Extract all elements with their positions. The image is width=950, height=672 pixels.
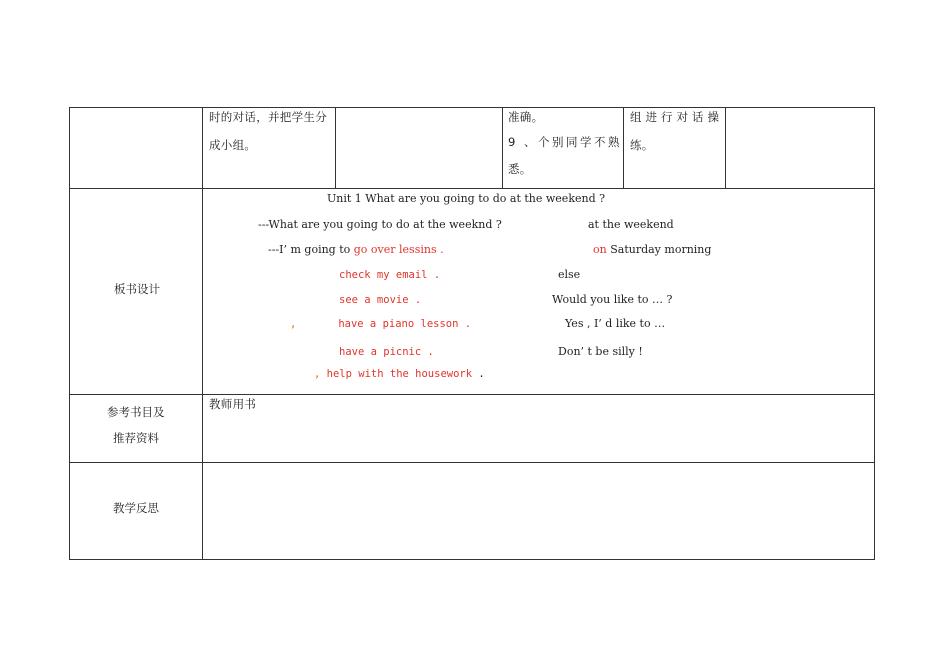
right-saturday-line [593, 243, 711, 257]
table-border-col5 [725, 107, 726, 189]
references-content: 教师用书 [209, 397, 257, 411]
board-answer-line [268, 243, 444, 257]
table-border-col1 [202, 107, 203, 560]
board-answer-phrase: go over lessins [353, 243, 437, 256]
row1-col2-line1: 时的对话，并把学生分 [209, 110, 327, 124]
row1-col4-line3: 悉。 [508, 162, 532, 176]
row1-col5-line2: 练。 [630, 138, 654, 152]
table-border-top [69, 107, 875, 108]
table-border-row1-bottom [69, 188, 875, 189]
phrase-picnic: have a picnic . [339, 346, 434, 358]
row1-col4-line2: 9 、个别同学不熟 [508, 135, 622, 149]
right-on: on [593, 243, 607, 256]
phrase-piano-lesson: , have a piano lesson . [290, 318, 472, 330]
right-dont-be-silly: Don’ t be silly ! [558, 345, 643, 358]
right-would-you-like: Would you like to … ? [552, 293, 673, 306]
table-border-row2-bottom [69, 394, 875, 395]
right-yes-id-like: Yes , I’ d like to … [565, 317, 666, 330]
table-border-col3 [502, 107, 503, 189]
table-border-col4 [623, 107, 624, 189]
phrase-housework: , help with the housework . [314, 368, 485, 380]
references-label-line1: 参考书目及 [107, 405, 165, 419]
board-design-label: 板书设计 [114, 282, 160, 296]
right-saturday-morning: Saturday morning [610, 243, 712, 256]
board-answer-dot: . [440, 243, 444, 256]
board-answer-prefix: ---I’ m going to [268, 243, 351, 256]
table-border-col2 [335, 107, 336, 189]
row1-col2-line2: 成小组。 [209, 138, 257, 152]
references-label-line2: 推荐资料 [113, 431, 159, 445]
table-border-right [874, 107, 875, 560]
right-else: else [558, 268, 581, 281]
row1-col4-line1: 准确。 [508, 110, 544, 124]
row1-col5-line1: 组进行对话操 [630, 110, 723, 124]
phrase-check-email: check my email . [339, 269, 441, 281]
board-title: Unit 1 What are you going to do at the weekend ? [327, 192, 606, 205]
board-question: ---What are you going to do at the weeknd ? [258, 218, 502, 231]
table-border-left [69, 107, 70, 560]
table-border-row3-bottom [69, 462, 875, 463]
phrase-see-movie: see a movie . [339, 294, 422, 306]
right-at-the-weekend: at the weekend [588, 218, 674, 231]
table-border-bottom [69, 559, 875, 560]
reflection-label: 教学反思 [113, 501, 159, 515]
